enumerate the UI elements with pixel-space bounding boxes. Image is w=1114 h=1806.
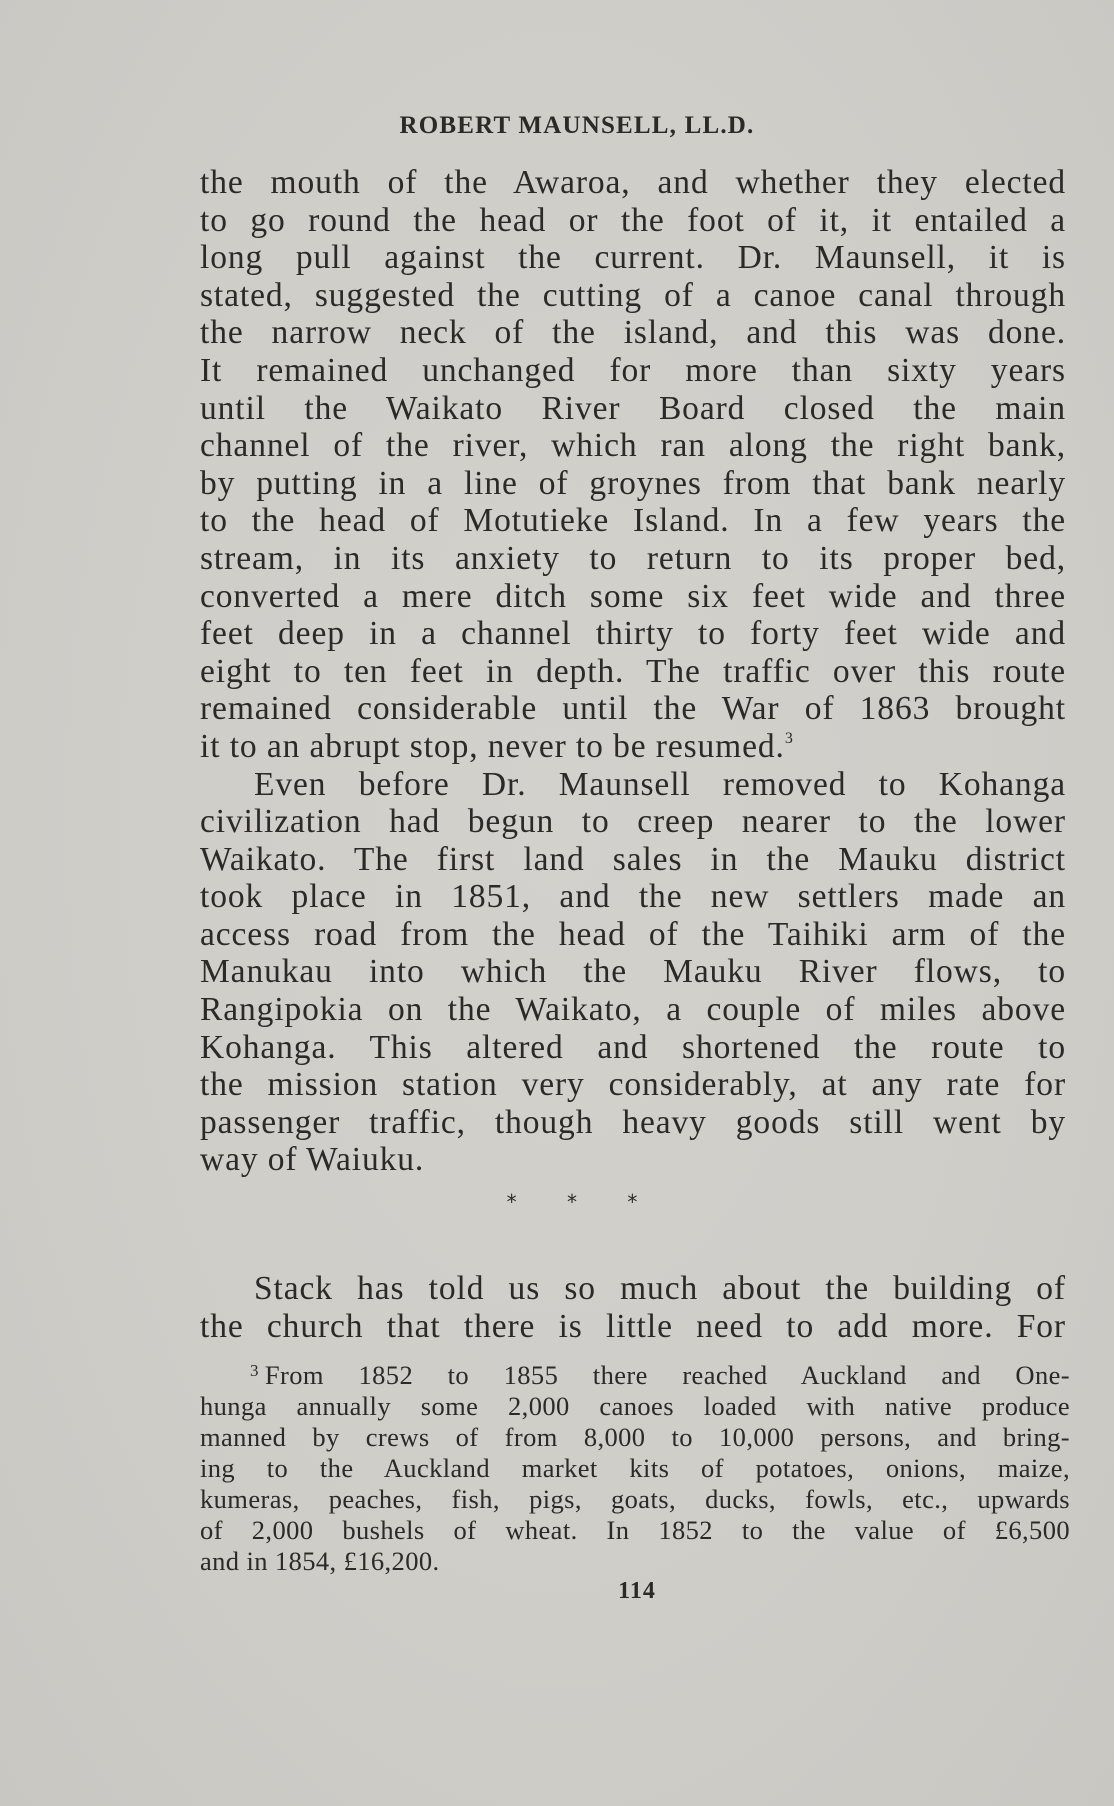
text-line: the narrow neck of the island, and this was done.: [200, 314, 1066, 352]
footnote-mark: 3: [250, 1361, 259, 1380]
text-line: the mouth of the Awaroa, and whether they elected: [200, 164, 1066, 201]
text-line: way of Waiuku.: [200, 1141, 425, 1179]
text-line: until the Waikato River Board closed the main: [200, 389, 1066, 427]
text-line: channel of the river, which ran along the right bank,: [200, 427, 1066, 465]
footnote-line: of 2,000 bushels of wheat. In 1852 to the value of £6,500: [200, 1515, 1070, 1545]
text-line: remained considerable until the War of 1863 brought: [200, 690, 1066, 728]
asterisk: *: [506, 1190, 517, 1214]
text-line: Manukau into which the Mauku River flows, to: [200, 953, 1066, 991]
text-line: to go round the head or the foot of it, it entailed a: [200, 201, 1066, 239]
text-line: took place in 1851, and the new settlers made an: [200, 878, 1066, 916]
footnote-reference[interactable]: 3: [784, 729, 794, 747]
text-line-with-footnote: [200, 728, 1066, 766]
footnote-line: hunga annually some 2,000 canoes loaded with native produce: [200, 1391, 1070, 1421]
running-head: ROBERT MAUNSELL, LL.D.: [399, 112, 755, 139]
text-line: It remained unchanged for more than sixty years: [200, 351, 1066, 389]
text-line: Kohanga. This altered and shortened the route to: [200, 1028, 1066, 1066]
footnote-text: From 1852 to 1855 there reached Auckland and One-: [264, 1360, 1070, 1390]
footnote-line: [200, 1360, 1070, 1391]
text-line: Waikato. The first land sales in the Mauku district: [200, 840, 1066, 878]
text-line: long pull against the current. Dr. Maunsell, it is: [200, 239, 1066, 277]
footnote: [200, 1360, 1070, 1577]
paragraph-3: [200, 1270, 1066, 1345]
paragraph-1: [200, 164, 1066, 1179]
text-line: civilization had begun to creep nearer to the lower: [200, 803, 1066, 841]
text-line: eight to ten feet in depth. The traffic over this route: [200, 652, 1066, 690]
text-line: by putting in a line of groynes from that bank nearly: [200, 464, 1066, 502]
text-line: passenger traffic, though heavy goods still went by: [200, 1103, 1066, 1141]
footnote-line: manned by crews of from 8,000 to 10,000 persons, and bring-: [200, 1422, 1070, 1452]
text-line: Even before Dr. Maunsell removed to Kohanga: [254, 765, 1066, 803]
text-line: stated, suggested the cutting of a canoe canal through: [200, 276, 1066, 314]
text-line: Stack has told us so much about the building of: [254, 1270, 1066, 1307]
footnote-line: kumeras, peaches, fish, pigs, goats, ducks, fowls, etc., upwards: [200, 1484, 1070, 1514]
text-line: converted a mere ditch some six feet wide and three: [200, 577, 1066, 615]
section-separator: [0, 1190, 1114, 1214]
text-line: to the head of Motutieke Island. In a few years the: [200, 502, 1066, 540]
text-line: Rangipokia on the Waikato, a couple of miles above: [200, 991, 1066, 1029]
text-line: the mission station very considerably, at any rate for: [200, 1066, 1066, 1104]
footnote-line: ing to the Auckland market kits of potatoes, onions, maize,: [200, 1453, 1070, 1483]
text-line: the church that there is little need to add more. For: [200, 1307, 1066, 1345]
page-number: 114: [618, 1578, 656, 1604]
text-line: it to an abrupt stop, never to be resumed.: [200, 727, 785, 765]
text-line: stream, in its anxiety to return to its proper bed,: [200, 539, 1066, 577]
asterisk: *: [567, 1190, 577, 1214]
text-line: feet deep in a channel thirty to forty feet wide and: [200, 615, 1066, 653]
asterisk: *: [627, 1190, 638, 1214]
text-line: access road from the head of the Taihiki arm of the: [200, 915, 1066, 953]
footnote-line: and in 1854, £16,200.: [200, 1546, 440, 1576]
